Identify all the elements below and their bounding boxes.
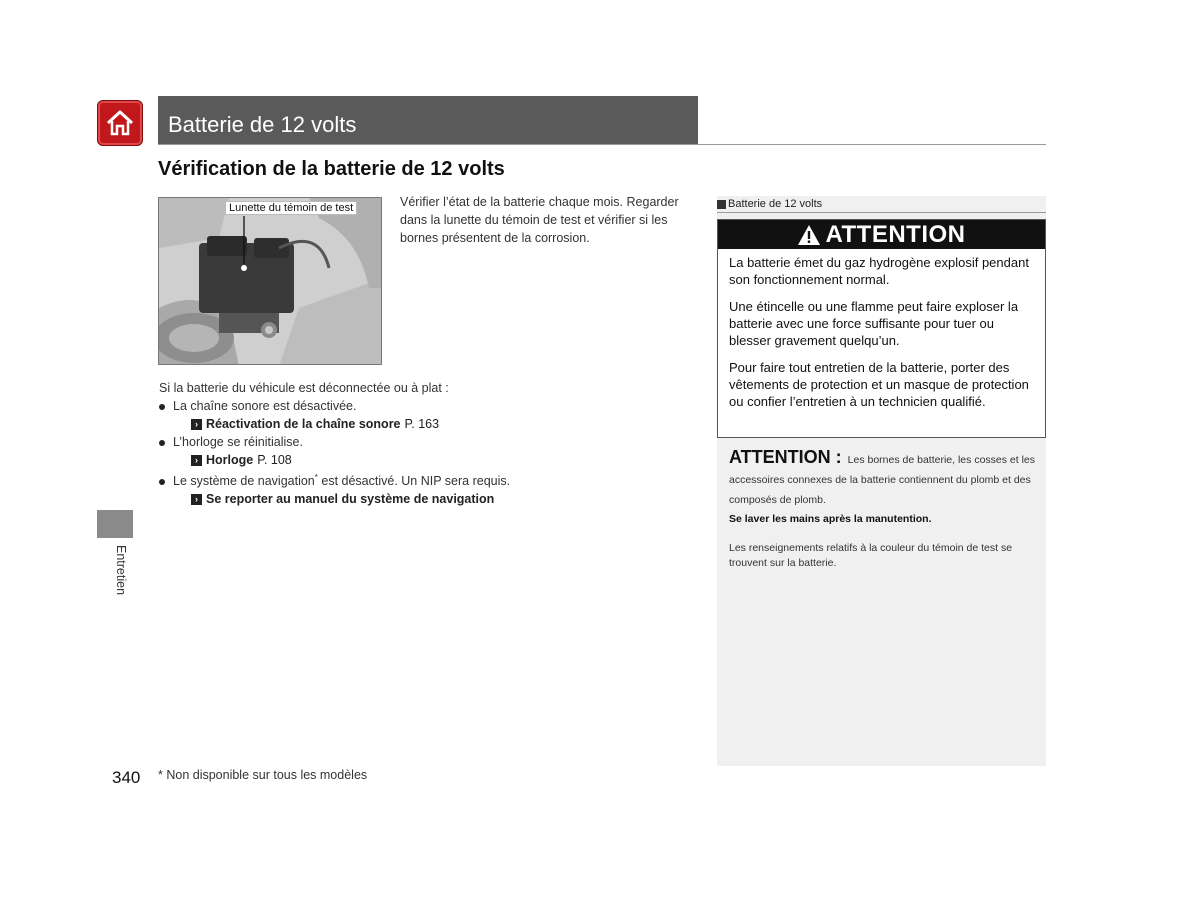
- warning-paragraph: Une étincelle ou une flamme peut faire exploser la batterie avec une force suffisante pour tuer ou blesser gravement quelqu’un.: [729, 299, 1019, 348]
- warning-header: ATTENTION: [718, 220, 1045, 249]
- intro-text: Vérifier l’état de la batterie chaque mois. Regarder dans la lunette du témoin de test et vérifier si les bornes présentent de la corrosion.: [400, 195, 679, 245]
- cross-reference-link[interactable]: › Horloge P. 108: [159, 451, 510, 469]
- chapter-label: Entretien: [114, 545, 128, 596]
- section-title: Vérification de la batterie de 12 volts: [158, 158, 505, 180]
- side-panel-header: Batterie de 12 volts: [717, 196, 1046, 213]
- list-item: La chaîne sonore est désactivée.: [159, 397, 510, 415]
- list-item: L’horloge se réinitialise.: [159, 433, 510, 451]
- list-item: Le système de navigation* est désactivé. Un NIP sera requis.: [159, 469, 510, 490]
- bullet-icon: [159, 479, 165, 485]
- panel-note: Les renseignements relatifs à la couleur du témoin de test se trouvent sur la batterie.: [729, 542, 1013, 569]
- attention-bold: Se laver les mains après la manutention.: [729, 513, 932, 525]
- home-button[interactable]: [97, 100, 143, 146]
- arrow-right-icon: ›: [191, 419, 202, 430]
- conditions-lead: Si la batterie du véhicule est déconnectée ou à plat :: [159, 381, 449, 395]
- arrow-right-icon: ›: [191, 494, 202, 505]
- image-callout-label: Lunette du témoin de test: [225, 201, 357, 215]
- arrow-right-icon: ›: [191, 455, 202, 466]
- title-divider: [158, 144, 1046, 145]
- bullet-icon: [159, 440, 165, 446]
- attention-label: ATTENTION :: [729, 447, 842, 467]
- warning-triangle-icon: [797, 224, 821, 246]
- footnote: * Non disponible sur tous les modèles: [158, 768, 368, 782]
- warning-paragraph: Pour faire tout entretien de la batterie, porter des vêtements de protection et un masque de protection ou confier l’entretien à un technicien qualifié.: [729, 360, 1029, 409]
- page-number: 340: [112, 768, 141, 787]
- chapter-tab[interactable]: [97, 510, 133, 538]
- page-title-bar: [158, 96, 698, 144]
- bullet-icon: [159, 404, 165, 410]
- cross-reference-link[interactable]: › Réactivation de la chaîne sonore P. 163: [159, 415, 510, 433]
- warning-paragraph: La batterie émet du gaz hydrogène explosif pendant son fonctionnement normal.: [729, 255, 1029, 287]
- conditions-list: [159, 379, 510, 508]
- chevron-right-icon: [717, 200, 726, 209]
- attention-text: Les bornes de batterie, les cosses et les accessoires connexes de la batterie contiennent du plomb et des composés de plomb.: [729, 454, 1036, 506]
- page-title: Batterie de 12 volts: [168, 112, 357, 137]
- battery-photo: [158, 197, 382, 365]
- home-icon: [105, 109, 135, 137]
- attention-notice: [729, 447, 1035, 571]
- cross-reference-link[interactable]: › Se reporter au manuel du système de navigation: [159, 490, 510, 508]
- footnote-marker: *: [314, 473, 318, 482]
